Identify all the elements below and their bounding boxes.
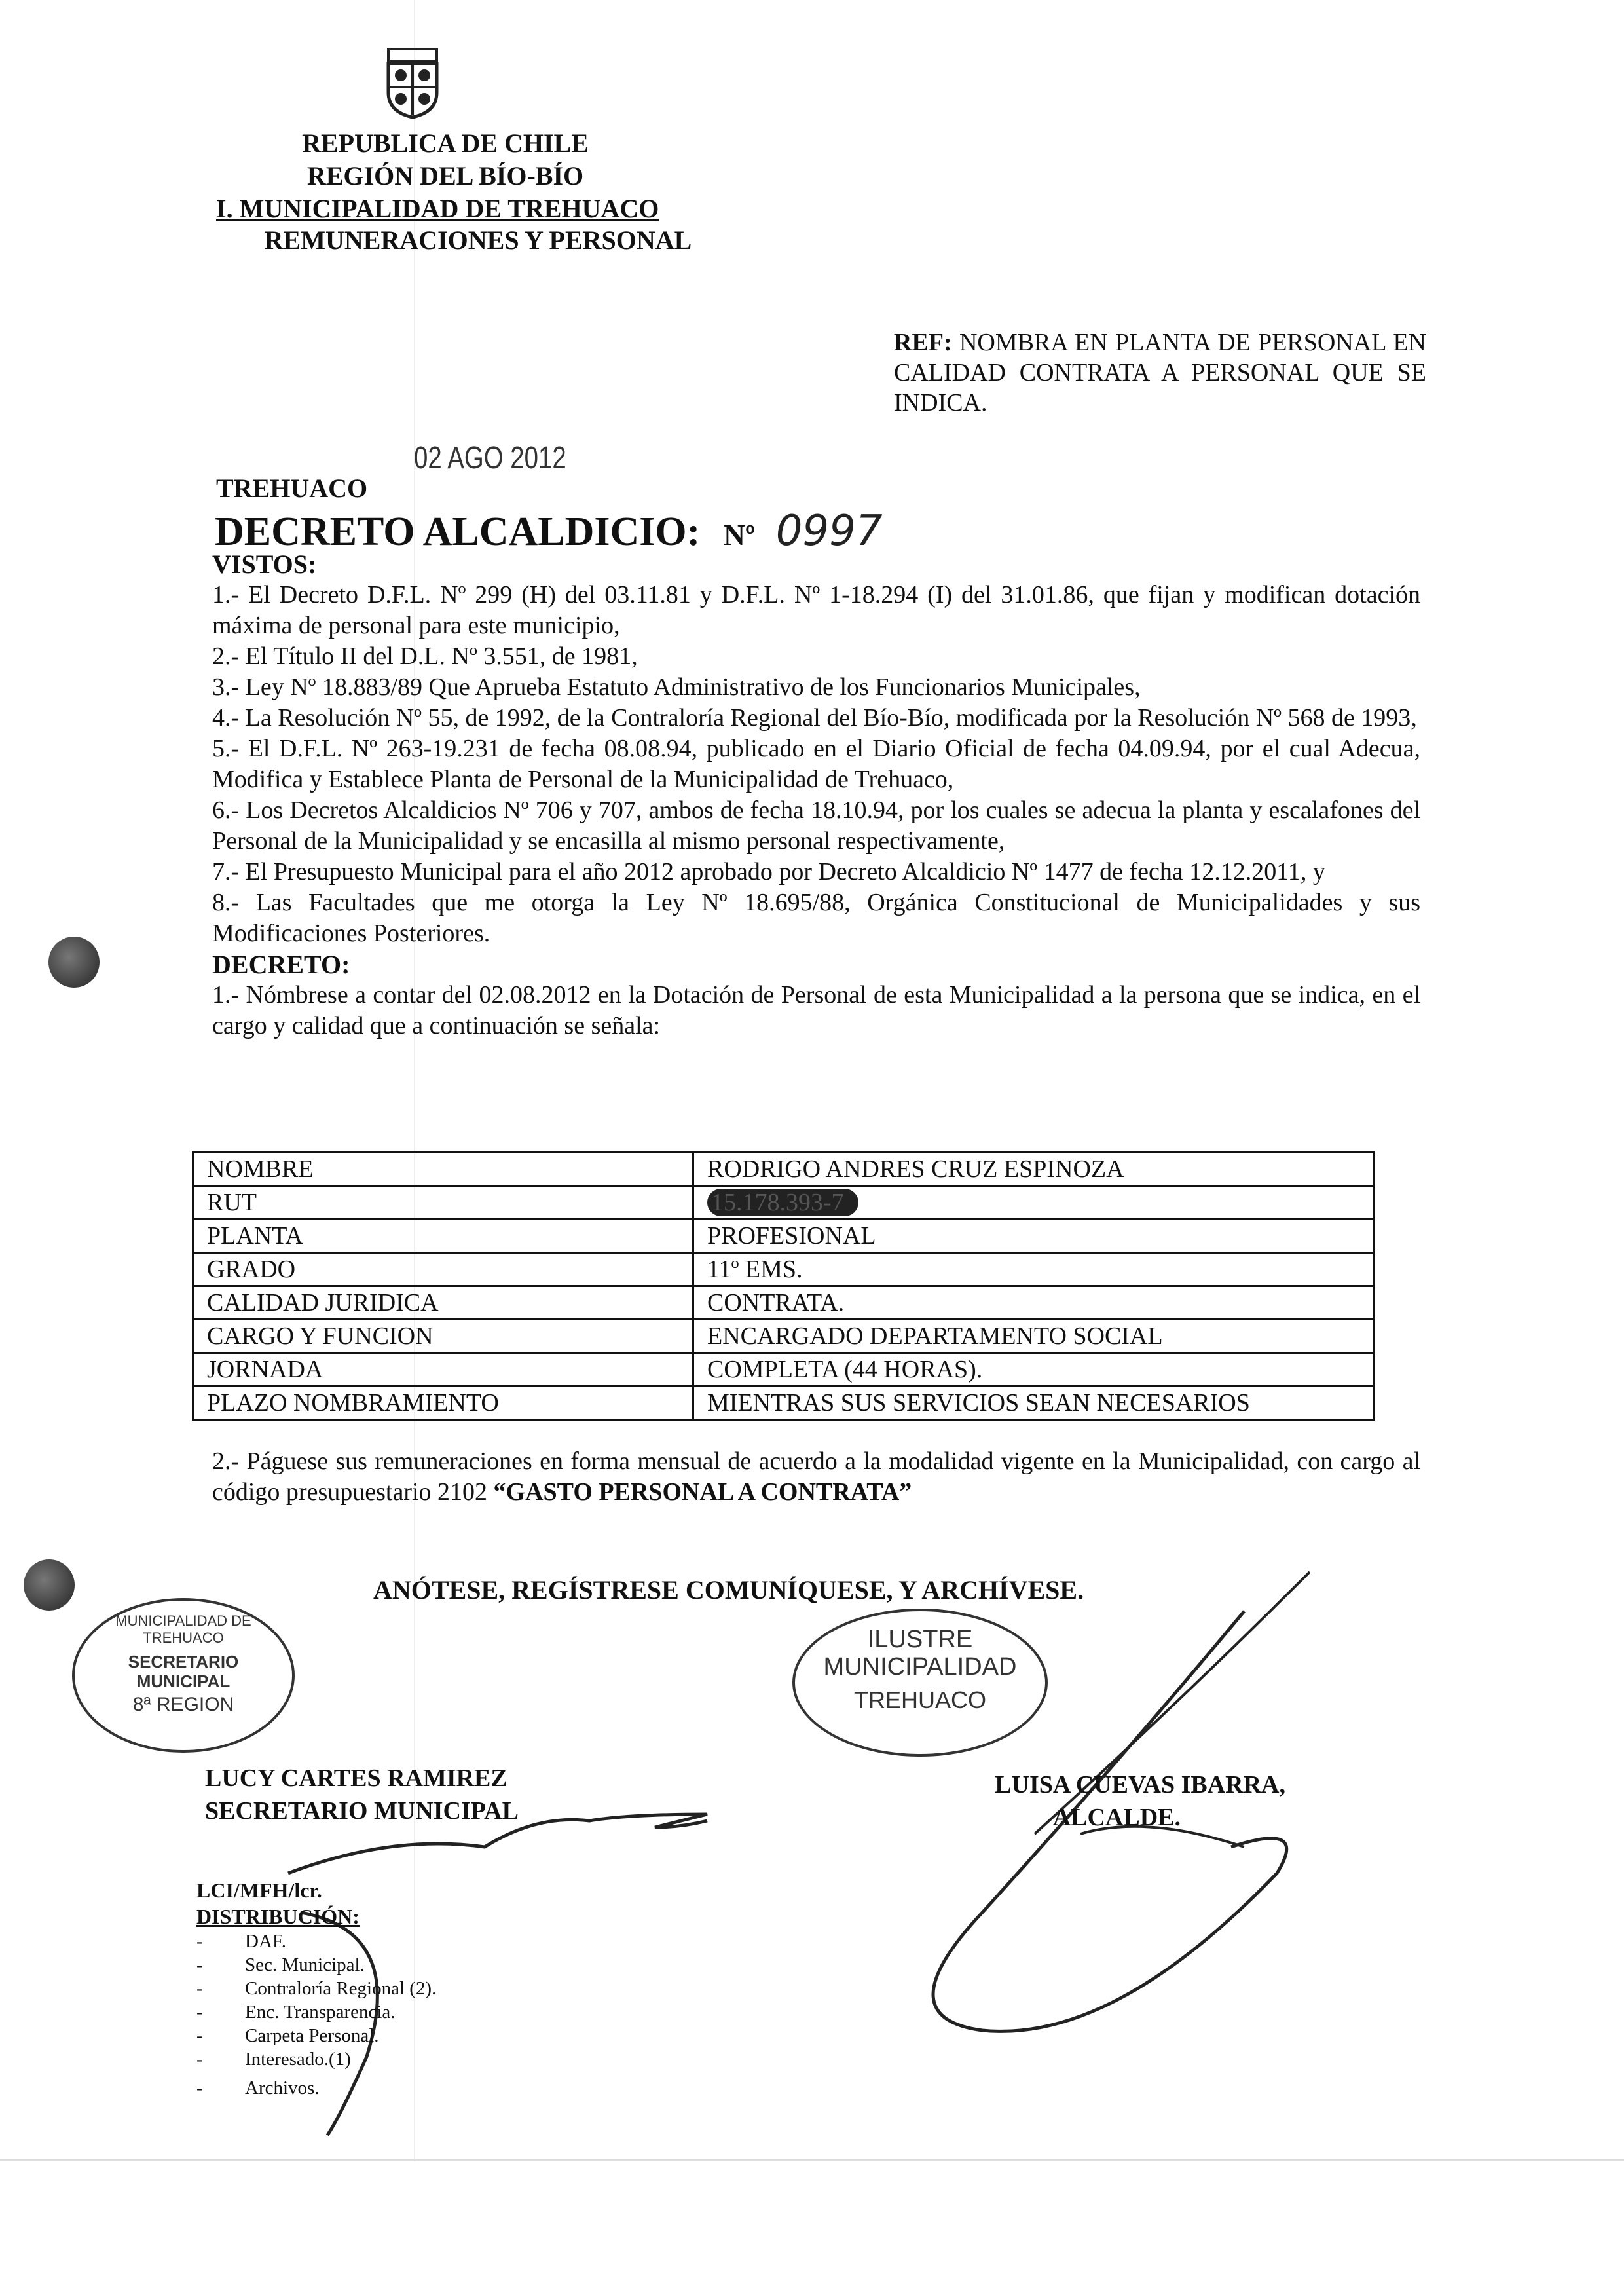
initials: LCI/MFH/lcr. xyxy=(196,1878,322,1902)
field-value: ENCARGADO DEPARTAMENTO SOCIAL xyxy=(693,1320,1375,1353)
table-row xyxy=(193,1186,1375,1220)
list-item: - Carpeta Personal. xyxy=(196,2025,379,2046)
distribution-block xyxy=(196,1877,436,2100)
header-line: REMUNERACIONES Y PERSONAL xyxy=(264,225,692,255)
vistos-item: 4.- La Resolución Nº 55, de 1992, de la Contraloría Regional del Bío-Bío, modificada por la Resolución Nº 568 de 1993, xyxy=(212,704,1417,732)
scan-edge xyxy=(0,2159,1624,2161)
header-line: REPUBLICA DE CHILE xyxy=(302,128,589,158)
punch-hole xyxy=(48,937,100,988)
vistos-heading: VISTOS: xyxy=(212,550,317,579)
budget-code-name: “GASTO PERSONAL A CONTRATA” xyxy=(493,1478,912,1506)
field-value: CONTRATA. xyxy=(693,1286,1375,1320)
header-line: REGIÓN DEL BÍO-BÍO xyxy=(306,161,584,191)
mayor-role: ALCALDE. xyxy=(1052,1804,1181,1831)
header-line: I. MUNICIPALIDAD DE TREHUACO xyxy=(216,194,659,223)
table-row xyxy=(193,1320,1375,1353)
vistos-item: 1.- El Decreto D.F.L. Nº 299 (H) del 03.11.81 y D.F.L. Nº 1-18.294 (I) del 31.01.86, que fijan y modifican dotación máxima de personal para este municipio, xyxy=(212,581,1420,639)
secretary-signature-block xyxy=(205,1762,519,1827)
distribution-item: Enc. Transparencia. xyxy=(245,2002,396,2023)
vistos-item: 8.- Las Facultades que me otorga la Ley Nº 18.695/88, Orgánica Constitucional de Municipalidades y sus Modificaciones Posteriores. xyxy=(212,889,1420,947)
vistos-item: 2.- El Título II del D.L. Nº 3.551, de 1981, xyxy=(212,643,638,670)
rut-redacted: 15.178.393-7 xyxy=(707,1189,858,1216)
stamp-bottom-text: 8ª REGION xyxy=(132,1694,234,1715)
field-value-cell xyxy=(693,1186,1375,1220)
field-value: PROFESIONAL xyxy=(693,1220,1375,1253)
table-row xyxy=(193,1253,1375,1286)
stamp-ring-text: MUNICIPALIDAD DE TREHUACO xyxy=(115,1613,251,1646)
vistos-item: 6.- Los Decretos Alcaldicios Nº 706 y 707, ambos de fecha 18.10.94, por los cuales se adecua la planta y escalafones del Personal de la Municipalidad y se encasilla al mismo personal respectivamente, xyxy=(212,796,1420,855)
field-label: NOMBRE xyxy=(193,1153,693,1186)
closing-formula: ANÓTESE, REGÍSTRESE COMUNÍQUESE, Y ARCHÍVESE. xyxy=(373,1575,1084,1605)
list-item: - DAF. xyxy=(196,1931,286,1952)
table-row xyxy=(193,1387,1375,1420)
stamp-ring-text: ILUSTRE MUNICIPALIDAD xyxy=(823,1626,1017,1681)
distribution-heading: DISTRIBUCIÓN: xyxy=(196,1905,360,1928)
secretary-role: SECRETARIO MUNICIPAL xyxy=(205,1797,519,1825)
table-row xyxy=(193,1220,1375,1253)
table-row xyxy=(193,1286,1375,1320)
distribution-item: Sec. Municipal. xyxy=(245,1954,365,1975)
ref-text: NOMBRA EN PLANTA DE PERSONAL EN CALIDAD CONTRATA A PERSONAL QUE SE INDICA. xyxy=(894,329,1426,417)
ref-block xyxy=(894,327,1426,418)
decree-title xyxy=(215,507,883,555)
field-label: PLAZO NOMBRAMIENTO xyxy=(193,1387,693,1420)
list-item: - Contraloría Regional (2). xyxy=(196,1978,437,1999)
distribution-item: Archivos. xyxy=(245,2078,320,2099)
coat-of-arms-icon xyxy=(383,47,442,120)
table-row xyxy=(193,1153,1375,1186)
stamp-inner-text: SECRETARIO MUNICIPAL xyxy=(128,1652,239,1691)
letterhead xyxy=(196,128,694,255)
field-label: RUT xyxy=(193,1186,693,1220)
field-value: 11º EMS. xyxy=(693,1253,1375,1286)
vistos-item: 5.- El D.F.L. Nº 263-19.231 de fecha 08.08.94, publicado en el Diario Oficial de fecha 04.09.94, por el cual Adecua, Modifica y Establece Planta de Personal de la Municipalidad de Trehuaco, xyxy=(212,735,1420,793)
field-label: JORNADA xyxy=(193,1353,693,1387)
decreto-item-1: 1.- Nómbrese a contar del 02.08.2012 en la Dotación de Personal de esta Municipalidad a la persona que se indica, en el cargo y calidad que a continuación se señala: xyxy=(212,981,1420,1039)
mayor-signature-block xyxy=(893,1768,1285,1834)
distribution-item: Contraloría Regional (2). xyxy=(245,1978,437,1999)
field-label: GRADO xyxy=(193,1253,693,1286)
decree-number-label: Nº xyxy=(723,518,756,551)
list-item: - Archivos. xyxy=(196,2078,320,2099)
distribution-item: DAF. xyxy=(245,1931,286,1952)
stamp-bottom-text: TREHUACO xyxy=(853,1687,986,1713)
ref-label: REF: xyxy=(894,329,952,356)
date-stamp: 02 AGO 2012 xyxy=(414,441,566,476)
decreto-item-2 xyxy=(212,1446,1420,1508)
field-label: CARGO Y FUNCION xyxy=(193,1320,693,1353)
table-row xyxy=(193,1353,1375,1387)
vistos-item: 3.- Ley Nº 18.883/89 Que Aprueba Estatuto Administrativo de los Funcionarios Municipales, xyxy=(212,673,1141,701)
field-value: COMPLETA (44 HORAS). xyxy=(693,1353,1375,1387)
decree-title-text: DECRETO ALCALDICIO: xyxy=(215,510,701,554)
field-value: RODRIGO ANDRES CRUZ ESPINOZA xyxy=(693,1153,1375,1186)
field-label: CALIDAD JURIDICA xyxy=(193,1286,693,1320)
vistos-section xyxy=(212,549,1420,1041)
distribution-item: Carpeta Personal. xyxy=(245,2025,379,2046)
vistos-item: 7.- El Presupuesto Municipal para el año 2012 aprobado por Decreto Alcaldicio Nº 1477 de fecha 12.12.2011, y xyxy=(212,858,1325,886)
list-item: - Sec. Municipal. xyxy=(196,1954,365,1975)
decree-number: 0997 xyxy=(775,507,883,555)
field-label: PLANTA xyxy=(193,1220,693,1253)
secretary-name: LUCY CARTES RAMIREZ xyxy=(205,1764,507,1792)
field-value: MIENTRAS SUS SERVICIOS SEAN NECESARIOS xyxy=(693,1387,1375,1420)
list-item: - Enc. Transparencia. xyxy=(196,2002,396,2023)
list-item: - Interesado.(1) xyxy=(196,2049,351,2070)
place: TREHUACO xyxy=(216,474,368,503)
decreto-heading: DECRETO: xyxy=(212,950,350,979)
decreto-item-2-text: 2.- Páguese sus remuneraciones en forma mensual de acuerdo a la modalidad vigente en la Municipalidad, con cargo al código presupuestario 2102 xyxy=(212,1447,1420,1506)
appointment-table xyxy=(192,1151,1375,1421)
mayor-name: LUISA CUEVAS IBARRA, xyxy=(995,1771,1285,1799)
distribution-item: Interesado.(1) xyxy=(245,2049,351,2070)
